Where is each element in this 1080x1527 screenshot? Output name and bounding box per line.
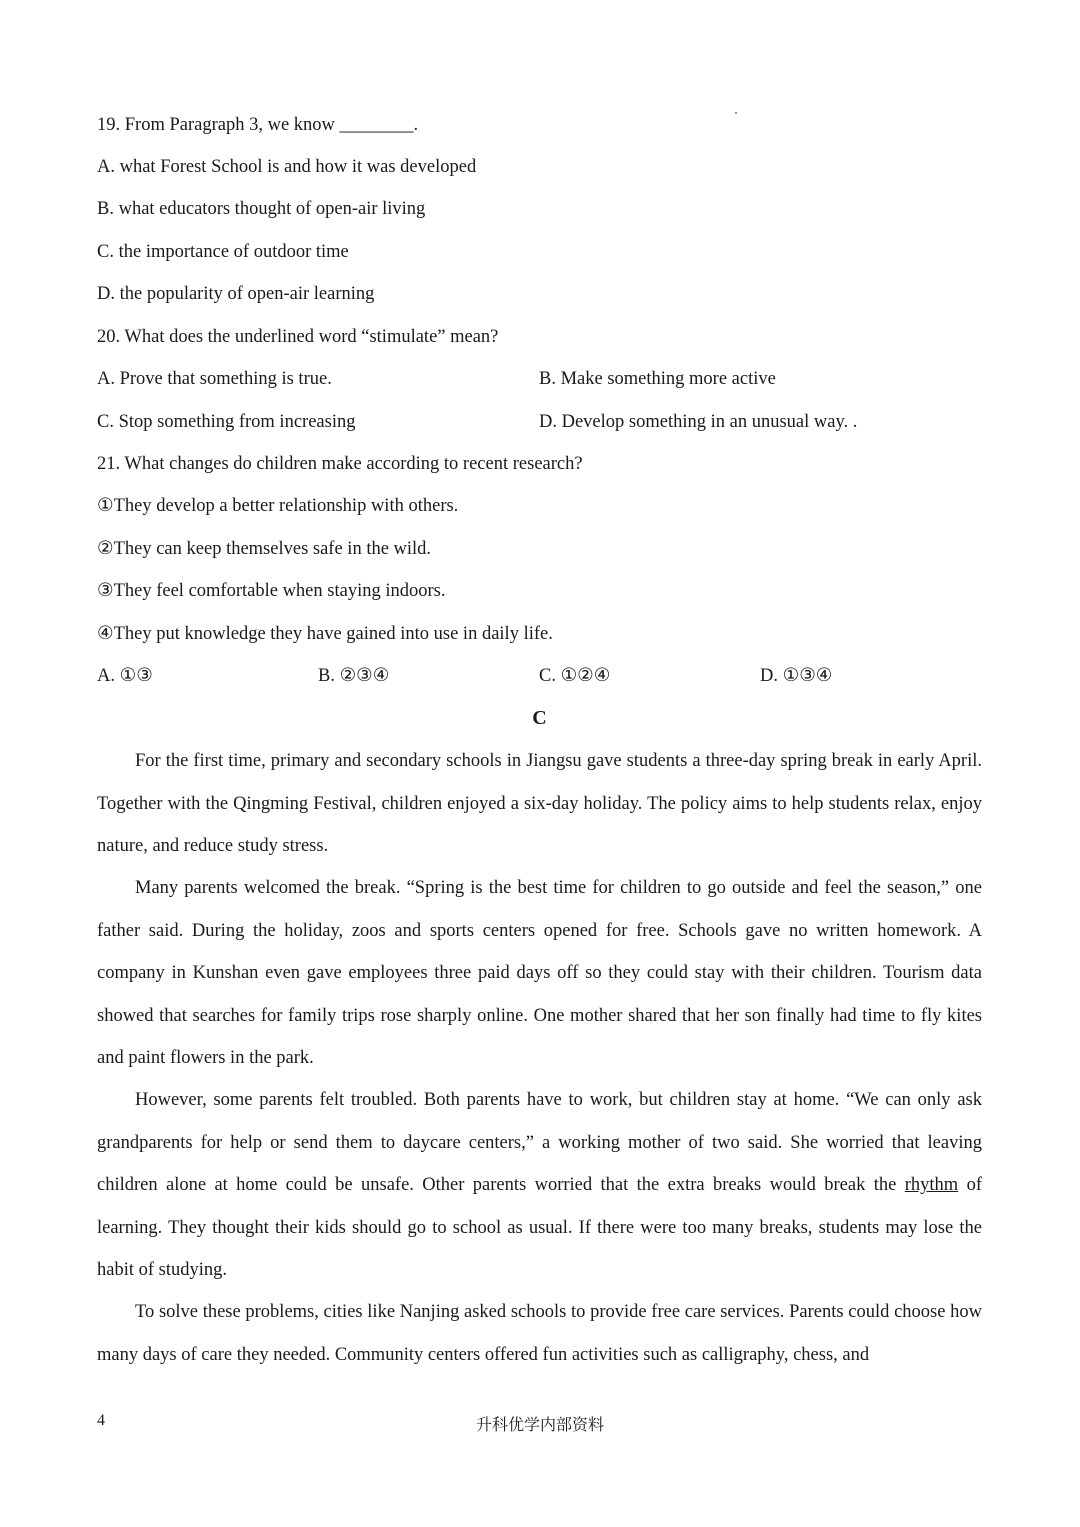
question-20-stem: 20. What does the underlined word “stimulate” mean? <box>97 327 499 347</box>
question-20-option-b: B. Make something more active <box>539 369 776 389</box>
passage-paragraph-2: Many parents welcomed the break. “Spring is the best time for children to go outside and feel the season,” one father said. During the holiday, zoos and sports centers opened for free. Schools gave no written homework. A company in Kunshan even gave employees three paid days off so they could stay with their children. Tourism data showed that searches for family trips rose sharply online. One mother shared that her son finally had time to fly kites and paint flowers in the park. <box>97 878 982 1068</box>
section-heading: C <box>532 707 547 729</box>
question-19-option-d: D. the popularity of open-air learning <box>97 284 375 304</box>
question-19-stem: 19. From Paragraph 3, we know ________. <box>97 115 419 135</box>
question-21-stem: 21. What changes do children make according to recent research? <box>97 454 583 474</box>
question-21-statement-3: ③They feel comfortable when staying indoors. <box>97 581 446 601</box>
question-19-option-c: C. the importance of outdoor time <box>97 242 349 262</box>
question-21-statement-1: ①They develop a better relationship with others. <box>97 496 459 516</box>
page-number: 4 <box>97 1412 105 1429</box>
passage-paragraph-4: To solve these problems, cities like Nanjing asked schools to provide free care services. Parents could choose how many days of care they needed. Community centers offered fun activities such as calligraphy, chess, and <box>97 1302 982 1365</box>
question-21-option-c: C. ①②④ <box>539 666 611 686</box>
paragraph-3-text-after: of learning. They thought their kids should go to school as usual. If there were too many breaks, students may lose the habit of studying. <box>97 1175 982 1280</box>
question-20-option-a: A. Prove that something is true. <box>97 369 332 389</box>
scan-speck <box>735 112 737 114</box>
question-21-option-b: B. ②③④ <box>318 666 390 686</box>
question-20-option-d: D. Develop something in an unusual way. . <box>539 412 858 432</box>
paragraph-3-text-before: However, some parents felt troubled. Both parents have to work, but children stay at home. “We can only ask grandparents for help or send them to daycare centers,” a working mother of two said. She worried that leaving children alone at home could be unsafe. Other parents worried that the extra breaks would break the <box>97 1090 982 1195</box>
question-21-option-d: D. ①③④ <box>760 666 833 686</box>
question-21-option-a: A. ①③ <box>97 666 153 686</box>
question-21-statement-2: ②They can keep themselves safe in the wild. <box>97 539 432 559</box>
question-20-option-c: C. Stop something from increasing <box>97 412 356 432</box>
passage-paragraph-3 <box>97 1079 982 1292</box>
footer-label: 升科优学内部资料 <box>475 1415 604 1434</box>
underlined-word: rhythm <box>904 1175 959 1195</box>
question-21-statement-4: ④They put knowledge they have gained into use in daily life. <box>97 624 553 644</box>
passage-paragraph-1: For the first time, primary and secondary schools in Jiangsu gave students a three-day spring break in early April. Together with the Qingming Festival, children enjoyed a six-day holiday. The policy aims to help students relax, enjoy nature, and reduce study stress. <box>97 751 982 856</box>
question-19-option-b: B. what educators thought of open-air living <box>97 199 426 219</box>
question-19-option-a: A. what Forest School is and how it was developed <box>97 157 477 177</box>
